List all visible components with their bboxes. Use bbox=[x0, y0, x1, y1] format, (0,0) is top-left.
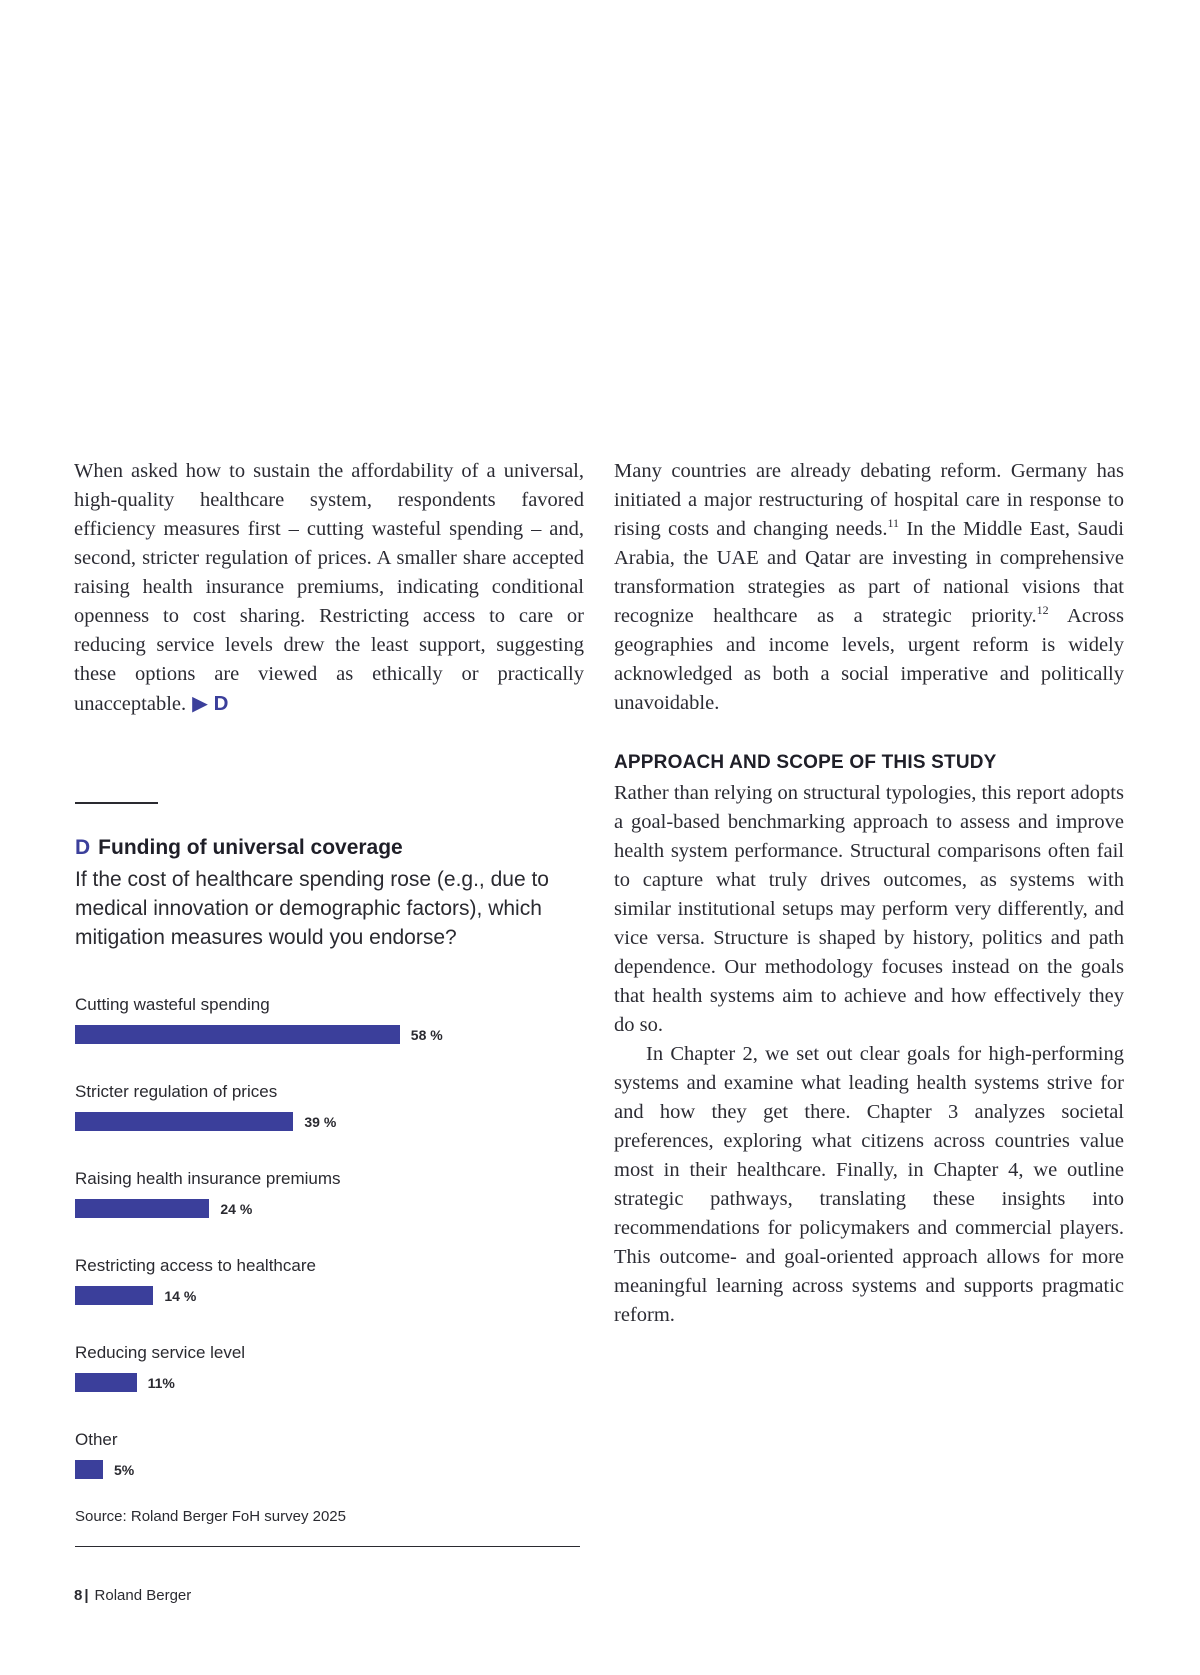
chart-title-text: Funding of universal coverage bbox=[98, 836, 403, 859]
bar-label: Cutting wasteful spending bbox=[75, 995, 270, 1014]
bar-value-label: 58 % bbox=[410, 1027, 443, 1043]
bar-value-label: 14 % bbox=[164, 1288, 197, 1304]
bar-label: Stricter regulation of prices bbox=[75, 1082, 278, 1101]
chart-question: If the cost of healthcare spending rose (e.g., due to medical innovation or demographic factors), which mitigation measures would you endorse? bbox=[75, 868, 549, 949]
footnote-11[interactable]: 11 bbox=[887, 516, 900, 531]
bar-label: Restricting access to healthcare bbox=[75, 1256, 316, 1275]
chart-letter: D bbox=[75, 836, 91, 859]
bar bbox=[75, 1286, 153, 1305]
bar-value-label: 11% bbox=[147, 1375, 175, 1391]
footer-brand: Roland Berger bbox=[94, 1587, 192, 1604]
approach-paragraph: Rather than relying on structural typologies, this report adopts a goal-based benchmarking approach to assess and improve health system performance. Structural comparisons often fail to capture what truly drives outcomes, as systems with similar institutional setups may perform very differently, and vice versa. Structure is shaped by history, politics and path dependence. Our methodology focuses instead on the goals that health systems aim to achieve and how effectively they do so. bbox=[614, 782, 1124, 1036]
bar-row-reducing-service-level bbox=[75, 1343, 585, 1430]
bar bbox=[75, 1025, 400, 1044]
bar-row-stricter-regulation bbox=[75, 1082, 585, 1169]
chart-divider bbox=[75, 802, 158, 804]
bar bbox=[75, 1373, 137, 1392]
reform-text-part1: Many countries are already debating reform. Germany has initiated a major restructuring of hospital care in response to rising costs and changing needs. bbox=[614, 460, 1124, 540]
bar-value-label: 39 % bbox=[304, 1114, 337, 1130]
page-number: 8 bbox=[74, 1587, 83, 1604]
bar-chart bbox=[75, 995, 585, 1517]
bar bbox=[75, 1460, 103, 1479]
bar-label: Other bbox=[75, 1430, 118, 1449]
bar-row-cutting-wasteful-spending bbox=[75, 995, 585, 1082]
bar-value-label: 5% bbox=[114, 1462, 135, 1478]
bar-row-raising-premiums bbox=[75, 1169, 585, 1256]
left-column bbox=[74, 457, 584, 719]
reform-text-part2: In the Middle East, Saudi Arabia, the UAE and Qatar are investing in comprehensive transformation strategies as part of national visions that recognize healthcare as a strategic priority. bbox=[614, 518, 1124, 627]
intro-paragraph bbox=[74, 457, 584, 719]
footer-separator: | bbox=[84, 1587, 89, 1604]
bar bbox=[75, 1199, 209, 1218]
reform-paragraph bbox=[614, 457, 1124, 718]
bar-row-restricting-access bbox=[75, 1256, 585, 1343]
section-heading: APPROACH AND SCOPE OF THIS STUDY bbox=[614, 752, 997, 773]
figure-reference-link[interactable]: ▶ D bbox=[192, 692, 229, 715]
intro-paragraph-text: When asked how to sustain the affordability of a universal, high-quality healthcare system, respondents favored efficiency measures first – cutting wasteful spending – and, second, stricter regulation of prices. A smaller share accepted raising health insurance premiums, indicating conditional openness to cost sharing. Restricting access to care or reducing service levels drew the least support, suggesting these options are viewed as ethically or practically unacceptable. bbox=[74, 460, 584, 715]
chart-bottom-divider bbox=[75, 1546, 580, 1547]
page-footer bbox=[74, 1587, 191, 1604]
chart-title bbox=[75, 835, 585, 861]
chart-source: Source: Roland Berger FoH survey 2025 bbox=[75, 1508, 346, 1525]
bar-label: Reducing service level bbox=[75, 1343, 246, 1362]
bar-row-other bbox=[75, 1430, 585, 1517]
approach-section bbox=[614, 779, 1124, 1330]
bar bbox=[75, 1112, 293, 1131]
reform-text-part3: Across geographies and income levels, urgent reform is widely acknowledged as both a social imperative and politically unavoidable. bbox=[614, 605, 1124, 714]
right-column bbox=[614, 457, 1124, 718]
footnote-12[interactable]: 12 bbox=[1036, 603, 1049, 618]
bar-label: Raising health insurance premiums bbox=[75, 1169, 341, 1188]
chapters-paragraph: In Chapter 2, we set out clear goals for high-performing systems and examine what leading health systems strive for and how they get there. Chapter 3 analyzes societal preferences, exploring what citizens across countries value most in their healthcare. Finally, in Chapter 4, we outline strategic pathways, translating these insights into recommendations for policymakers and commercial players. This outcome- and goal-oriented approach allows for more meaningful learning across systems and supports pragmatic reform. bbox=[614, 1043, 1124, 1326]
chart-header bbox=[75, 835, 585, 952]
bar-value-label: 24 % bbox=[220, 1201, 253, 1217]
